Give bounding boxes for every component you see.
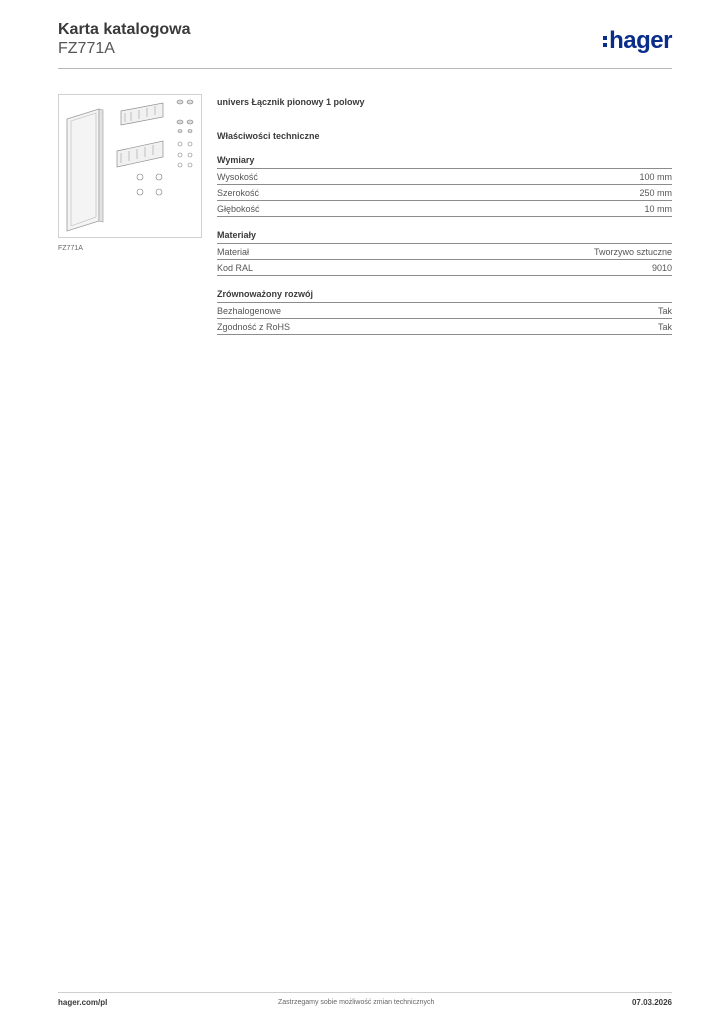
spec-value: 9010 [651,263,672,273]
spec-row [217,244,672,260]
cover-panel-icon [67,109,103,231]
footer-website-link[interactable]: hager.com/pl [58,998,108,1007]
product-image [58,94,202,238]
page-header [58,20,672,68]
spec-group-dimensions [217,154,672,217]
spec-value: Tworzywo sztuczne [593,247,672,257]
footer-divider [58,992,672,993]
header-divider [58,68,672,69]
spec-group-title: Materiały [217,229,672,244]
product-name: univers Łącznik pionowy 1 polowy [217,97,365,107]
spec-row [217,169,672,185]
spec-label: Materiał [217,247,250,257]
document-title: Karta katalogowa [58,21,191,38]
rail-lower-icon [117,141,163,167]
footer-date: 07.03.2026 [631,998,672,1007]
product-details [217,96,672,335]
product-code: FZ771A [58,40,115,57]
spec-label: Wysokość [217,172,258,182]
spec-row [217,201,672,217]
spec-label: Zgodność z RoHS [217,322,291,332]
rail-upper-icon [121,103,163,125]
spec-value: Tak [657,322,672,332]
spec-group-materials [217,229,672,276]
spec-value: 100 mm [639,172,672,182]
specs-heading: Właściwości techniczne [217,131,320,141]
spec-label: Głębokość [217,204,260,214]
spec-group-sustainability [217,288,672,335]
product-illustration-icon [59,95,201,237]
logo-mark-icon [603,36,607,47]
spec-label: Kod RAL [217,263,254,273]
footer-disclaimer: Zastrzegamy sobie możliwość zmian technicznych [278,999,435,1006]
spec-row [217,319,672,335]
spec-group-title: Wymiary [217,154,672,169]
image-caption: FZ771A [58,245,83,252]
spec-row [217,185,672,201]
spec-row [217,303,672,319]
spec-value: 250 mm [639,188,672,198]
spec-group-title: Zrównoważony rozwój [217,288,672,303]
spec-label: Bezhalogenowe [217,306,282,316]
spec-label: Szerokość [217,188,260,198]
spec-value: 10 mm [644,204,672,214]
logo-wordmark: hager [609,27,672,54]
hager-logo [603,28,672,54]
spec-value: Tak [657,306,672,316]
spec-row [217,260,672,276]
